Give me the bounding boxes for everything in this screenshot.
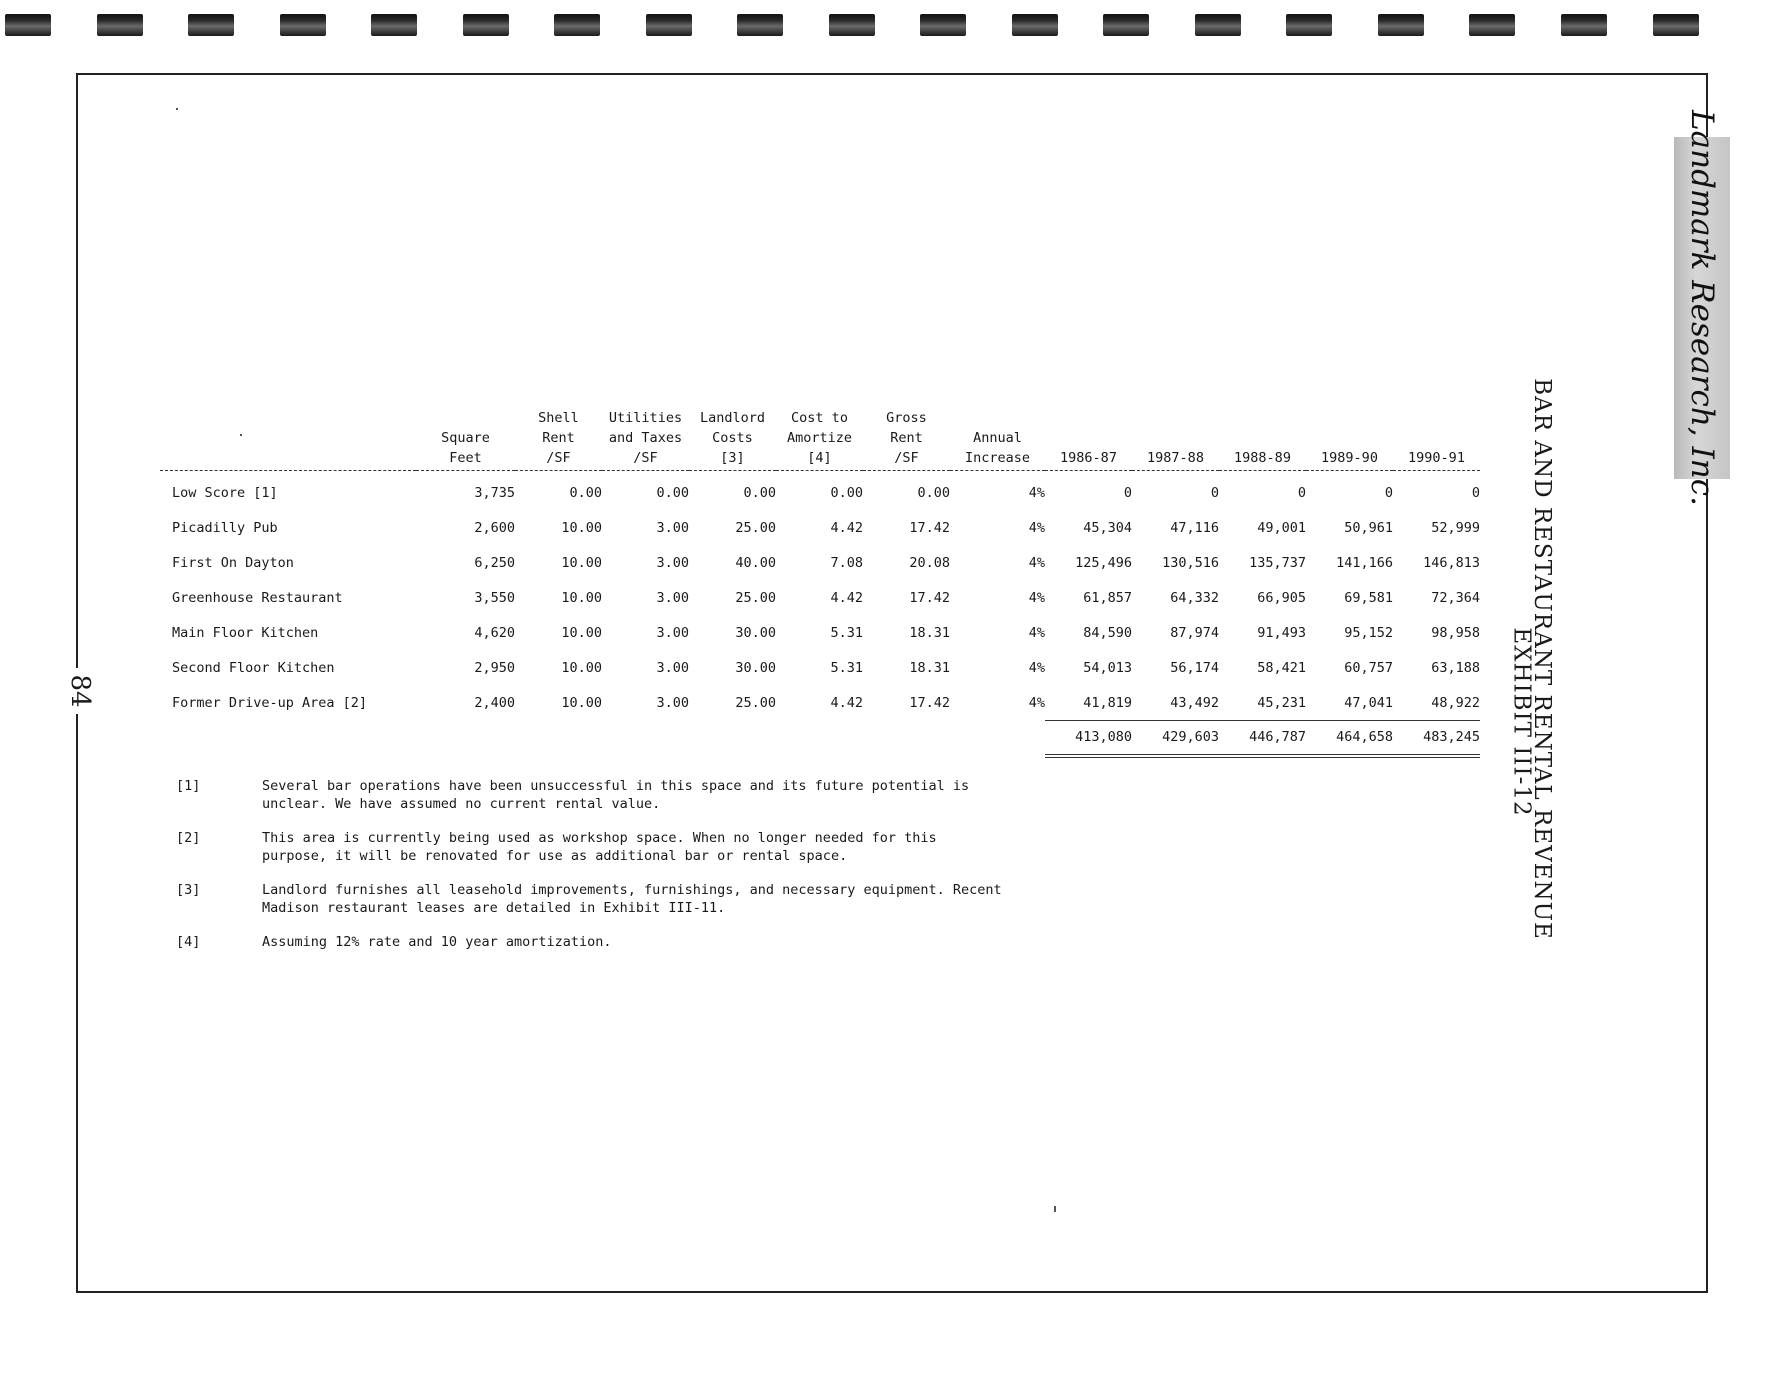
table-cell: 63,188 bbox=[1431, 659, 1480, 676]
exhibit-title: BAR AND RESTAURANT RENTAL REVENUE bbox=[1528, 378, 1555, 940]
header-cell: 1988-89 bbox=[1219, 450, 1306, 471]
header-cell: 1989-90 bbox=[1306, 450, 1393, 471]
table-cell: 0 bbox=[1471, 484, 1480, 501]
footnote bbox=[176, 882, 1002, 917]
header-cell: Annual bbox=[973, 430, 1022, 446]
table-cell: 47,041 bbox=[1344, 694, 1393, 711]
total-cell: 429,603 bbox=[1132, 721, 1219, 756]
binder-hole bbox=[920, 14, 966, 36]
table-cell: 3.00 bbox=[656, 519, 689, 536]
table-cell: 20.08 bbox=[909, 554, 950, 571]
table-cell: 141,166 bbox=[1336, 554, 1393, 571]
table-cell: 0.00 bbox=[830, 484, 863, 501]
table-cell: 135,737 bbox=[1249, 554, 1306, 571]
header-cell: Cost to bbox=[791, 410, 848, 426]
table-cell: 40.00 bbox=[735, 554, 776, 571]
table-cell: 4% bbox=[1028, 694, 1045, 711]
table-cell: 25.00 bbox=[735, 589, 776, 606]
footnote-key: [1] bbox=[176, 778, 201, 794]
table-cell: 2,400 bbox=[474, 694, 515, 711]
table-cell: 3.00 bbox=[656, 624, 689, 641]
totals-row bbox=[160, 721, 1480, 756]
table-cell: 50,961 bbox=[1344, 519, 1393, 536]
table-cell: 10.00 bbox=[561, 519, 602, 536]
table-row bbox=[160, 650, 1480, 685]
binder-hole bbox=[97, 14, 143, 36]
table-cell: 4% bbox=[1028, 519, 1045, 536]
total-cell: 446,787 bbox=[1219, 721, 1306, 756]
footnote bbox=[176, 830, 1002, 865]
table-cell: 56,174 bbox=[1170, 659, 1219, 676]
page-number: 84 bbox=[57, 668, 103, 714]
header-cell: Shell bbox=[538, 410, 579, 426]
company-logo bbox=[1674, 110, 1730, 506]
header-cell: Landlord bbox=[699, 410, 766, 426]
rental-revenue-table bbox=[160, 410, 1480, 758]
binder-hole bbox=[646, 14, 692, 36]
total-cell: 413,080 bbox=[1045, 721, 1132, 756]
table-cell: 10.00 bbox=[561, 624, 602, 641]
table-cell: 30.00 bbox=[735, 624, 776, 641]
table-cell: 45,304 bbox=[1083, 519, 1132, 536]
table-cell: 87,974 bbox=[1170, 624, 1219, 641]
footnote-text: Several bar operations have been unsuccessful in this space and its future potential is unclear. We have assumed no current rental value. bbox=[262, 778, 970, 812]
header-cell: Rent bbox=[542, 430, 575, 446]
table-cell: 3.00 bbox=[656, 554, 689, 571]
table-cell: 98,958 bbox=[1431, 624, 1480, 641]
footnote-text: Landlord furnishes all leasehold improvements, furnishings, and necessary equipment. Recent Madison restaurant leases are detailed in Exhibit III-11. bbox=[262, 882, 1002, 916]
table-cell: 5.31 bbox=[830, 659, 863, 676]
header-cell: 1986-87 bbox=[1045, 450, 1132, 471]
binder-hole bbox=[188, 14, 234, 36]
scan-speck bbox=[240, 434, 242, 436]
row-label: Low Score [1] bbox=[172, 484, 278, 501]
header-cell: and Taxes bbox=[608, 430, 683, 446]
footnote-key: [4] bbox=[176, 934, 201, 950]
table-row bbox=[160, 615, 1480, 650]
table-cell: 4,620 bbox=[474, 624, 515, 641]
table-cell: 7.08 bbox=[830, 554, 863, 571]
table-cell: 45,231 bbox=[1257, 694, 1306, 711]
binder-hole bbox=[1012, 14, 1058, 36]
table-cell: 61,857 bbox=[1083, 589, 1132, 606]
footnote bbox=[176, 778, 1002, 813]
table-cell: 4% bbox=[1028, 624, 1045, 641]
header-cell: 1987-88 bbox=[1132, 450, 1219, 471]
footnote bbox=[176, 934, 1002, 952]
table-cell: 17.42 bbox=[909, 694, 950, 711]
header-cell: /SF bbox=[602, 450, 689, 471]
table-cell: 10.00 bbox=[561, 694, 602, 711]
table-cell: 25.00 bbox=[735, 519, 776, 536]
header-cell: Rent bbox=[890, 430, 923, 446]
total-cell: 464,658 bbox=[1306, 721, 1393, 756]
binder-hole bbox=[1103, 14, 1149, 36]
table-cell: 84,590 bbox=[1083, 624, 1132, 641]
table-cell: 18.31 bbox=[909, 659, 950, 676]
total-cell: 483,245 bbox=[1393, 721, 1480, 756]
row-label: Main Floor Kitchen bbox=[172, 624, 319, 641]
header-cell: 1990-91 bbox=[1393, 450, 1480, 471]
table-cell: 0.00 bbox=[743, 484, 776, 501]
table-cell: 10.00 bbox=[561, 554, 602, 571]
exhibit-number: EXHIBIT III-12 bbox=[1508, 627, 1535, 817]
footnote-key: [3] bbox=[176, 882, 201, 898]
table-cell: 0 bbox=[1210, 484, 1219, 501]
table-cell: 4% bbox=[1028, 554, 1045, 571]
header-cell: [3] bbox=[689, 450, 776, 471]
scan-speck bbox=[176, 108, 178, 110]
table-cell: 146,813 bbox=[1423, 554, 1480, 571]
table-cell: 66,905 bbox=[1257, 589, 1306, 606]
binder-hole bbox=[5, 14, 51, 36]
table-cell: 0.00 bbox=[569, 484, 602, 501]
table-cell: 69,581 bbox=[1344, 589, 1393, 606]
table-row bbox=[160, 685, 1480, 721]
table-cell: 17.42 bbox=[909, 519, 950, 536]
footnote-text: This area is currently being used as workshop space. When no longer needed for this purpose, it will be renovated for use as additional bar or rental space. bbox=[262, 830, 937, 864]
table-row bbox=[160, 510, 1480, 545]
table-cell: 130,516 bbox=[1162, 554, 1219, 571]
table-cell: 72,364 bbox=[1431, 589, 1480, 606]
binder-hole bbox=[1653, 14, 1699, 36]
table-cell: 54,013 bbox=[1083, 659, 1132, 676]
row-label: First On Dayton bbox=[172, 554, 294, 571]
table-cell: 3,735 bbox=[474, 484, 515, 501]
table-cell: 49,001 bbox=[1257, 519, 1306, 536]
scan-speck bbox=[1054, 1206, 1056, 1212]
header-cell: /SF bbox=[515, 450, 602, 471]
binder-hole bbox=[829, 14, 875, 36]
header-cell: Feet bbox=[416, 450, 515, 471]
table-cell: 5.31 bbox=[830, 624, 863, 641]
binder-hole bbox=[1195, 14, 1241, 36]
binder-hole bbox=[737, 14, 783, 36]
footnotes bbox=[176, 778, 1002, 969]
table-cell: 0.00 bbox=[917, 484, 950, 501]
header-cell: Gross bbox=[886, 410, 927, 426]
row-label: Second Floor Kitchen bbox=[172, 659, 335, 676]
table-cell: 43,492 bbox=[1170, 694, 1219, 711]
header-cell: [4] bbox=[776, 450, 863, 471]
table-cell: 2,950 bbox=[474, 659, 515, 676]
table-cell: 3,550 bbox=[474, 589, 515, 606]
row-label: Picadilly Pub bbox=[172, 519, 278, 536]
table-cell: 6,250 bbox=[474, 554, 515, 571]
header-cell: Amortize bbox=[786, 430, 853, 446]
table-cell: 60,757 bbox=[1344, 659, 1393, 676]
binder-hole bbox=[1561, 14, 1607, 36]
table-cell: 2,600 bbox=[474, 519, 515, 536]
table-cell: 3.00 bbox=[656, 694, 689, 711]
table-cell: 95,152 bbox=[1344, 624, 1393, 641]
table-cell: 4% bbox=[1028, 659, 1045, 676]
binder-hole bbox=[554, 14, 600, 36]
table-cell: 125,496 bbox=[1075, 554, 1132, 571]
table-cell: 64,332 bbox=[1170, 589, 1219, 606]
table-cell: 30.00 bbox=[735, 659, 776, 676]
footnote-text: Assuming 12% rate and 10 year amortization. bbox=[262, 934, 612, 950]
table-cell: 3.00 bbox=[656, 659, 689, 676]
header-cell: Increase bbox=[950, 450, 1045, 471]
table-cell: 25.00 bbox=[735, 694, 776, 711]
table-cell: 4.42 bbox=[830, 519, 863, 536]
table-cell: 48,922 bbox=[1431, 694, 1480, 711]
header-cell: Utilities bbox=[608, 410, 683, 426]
row-label: Greenhouse Restaurant bbox=[172, 589, 343, 606]
logo-text: Landmark Research, Inc. bbox=[1684, 110, 1720, 506]
table-cell: 10.00 bbox=[561, 589, 602, 606]
row-label: Former Drive-up Area [2] bbox=[172, 694, 368, 711]
table-cell: 47,116 bbox=[1170, 519, 1219, 536]
table-cell: 0.00 bbox=[656, 484, 689, 501]
table-cell: 91,493 bbox=[1257, 624, 1306, 641]
binder-hole bbox=[1378, 14, 1424, 36]
header-cell: /SF bbox=[863, 450, 950, 471]
table-cell: 58,421 bbox=[1257, 659, 1306, 676]
table-cell: 52,999 bbox=[1431, 519, 1480, 536]
binder-hole bbox=[1286, 14, 1332, 36]
header-cell: Square bbox=[441, 430, 490, 446]
header-cell: Costs bbox=[712, 430, 753, 446]
table-cell: 4.42 bbox=[830, 694, 863, 711]
table-cell: 0 bbox=[1123, 484, 1132, 501]
table-cell: 10.00 bbox=[561, 659, 602, 676]
table-row bbox=[160, 471, 1480, 511]
table-cell: 4.42 bbox=[830, 589, 863, 606]
table-cell: 3.00 bbox=[656, 589, 689, 606]
table-cell: 0 bbox=[1297, 484, 1306, 501]
table-cell: 18.31 bbox=[909, 624, 950, 641]
binder-hole bbox=[1469, 14, 1515, 36]
table-cell: 4% bbox=[1028, 484, 1045, 501]
footnote-key: [2] bbox=[176, 830, 201, 846]
table-row bbox=[160, 545, 1480, 580]
binder-hole bbox=[280, 14, 326, 36]
table-cell: 0 bbox=[1384, 484, 1393, 501]
binder-hole bbox=[371, 14, 417, 36]
table-cell: 4% bbox=[1028, 589, 1045, 606]
table-row bbox=[160, 580, 1480, 615]
table-cell: 41,819 bbox=[1083, 694, 1132, 711]
binder-hole bbox=[463, 14, 509, 36]
table-cell: 17.42 bbox=[909, 589, 950, 606]
binder-holes bbox=[0, 14, 1787, 40]
